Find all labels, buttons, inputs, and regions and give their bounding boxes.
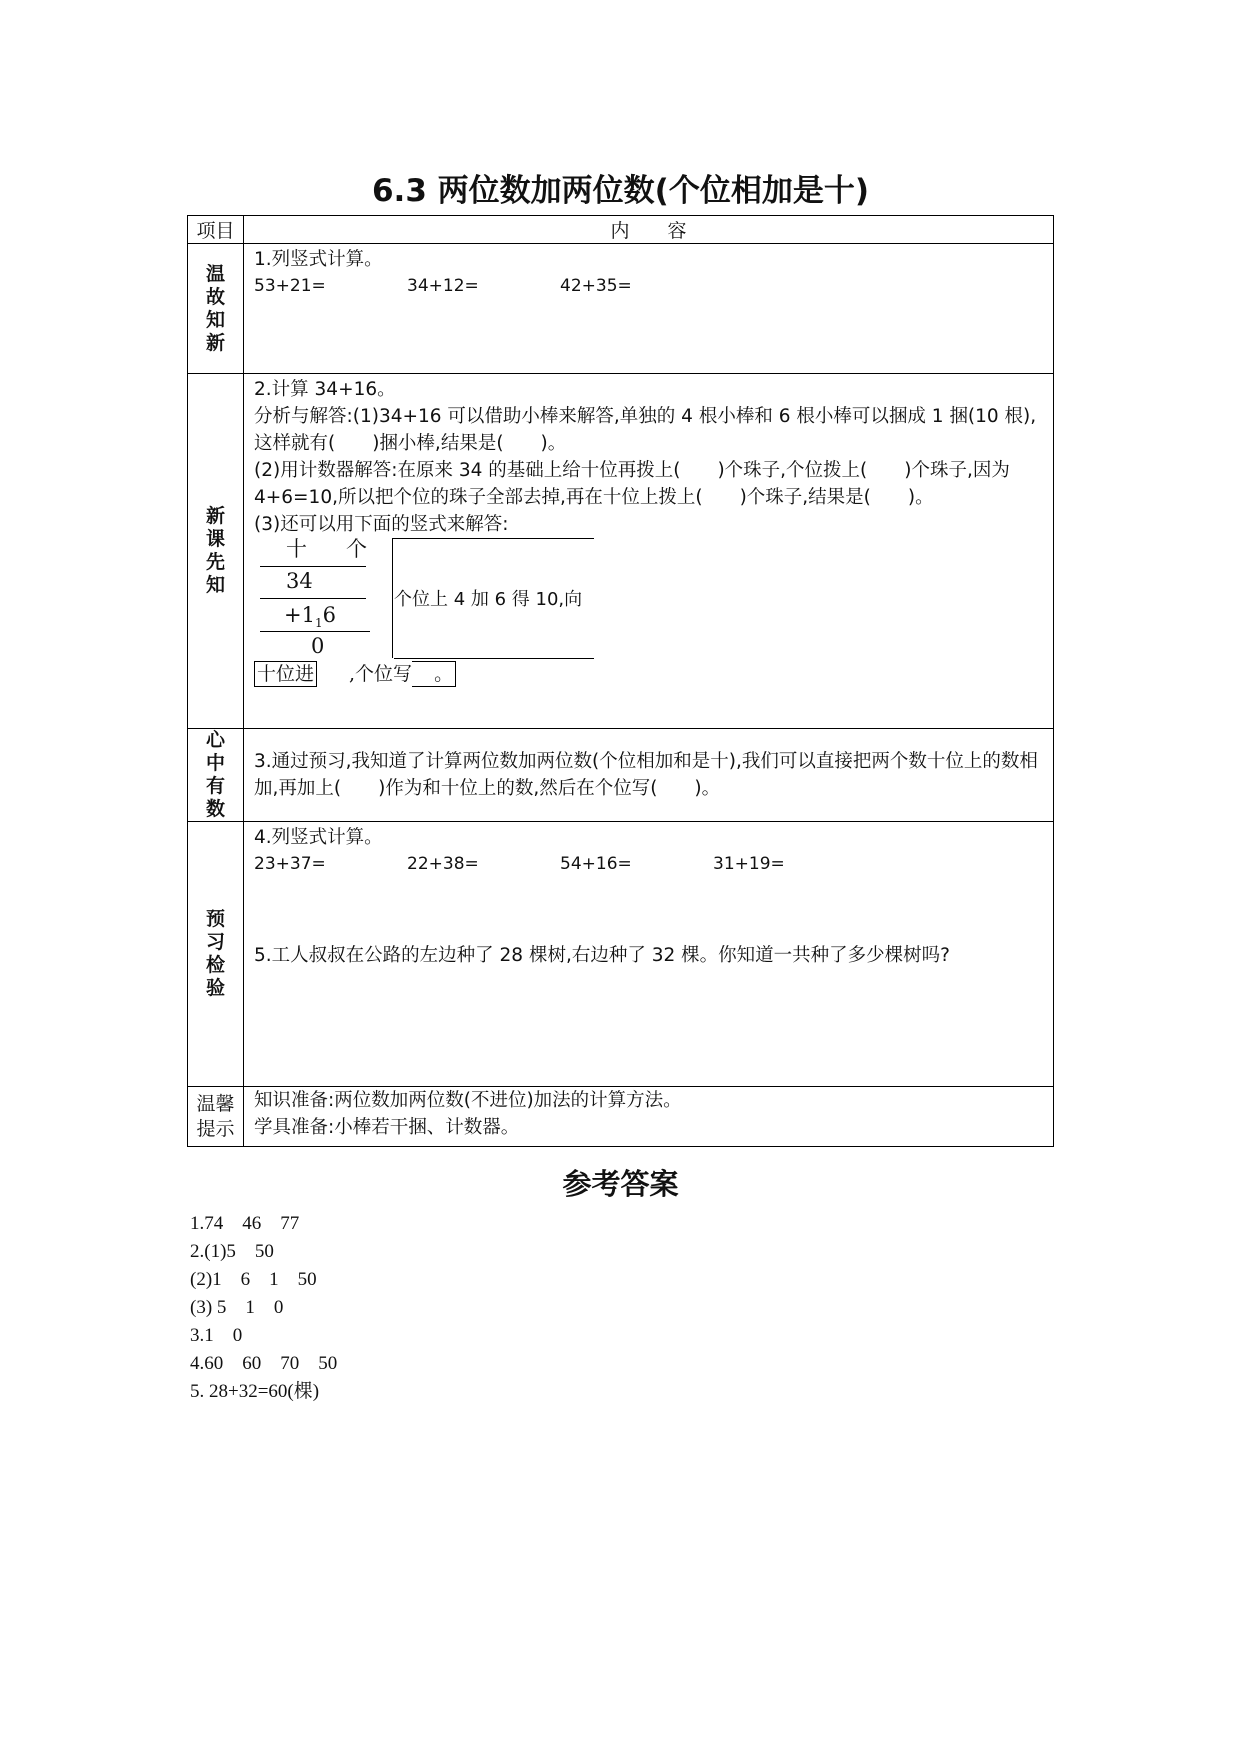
answer-line: 5. 28+32=60(棵)	[190, 1381, 320, 1402]
q4-items	[254, 851, 1043, 878]
section-label-review: 温 故 知 新	[188, 244, 244, 374]
section-summary	[188, 729, 1054, 822]
answer-line: 4.60 60 70 50	[190, 1353, 338, 1374]
q3-text: 3.通过预习,我知道了计算两位数加两位数(个位相加和是十),我们可以直接把两个数十位上的数相加,再加上( )作为和十位上的数,然后在个位写( )。	[254, 751, 1038, 799]
sum-result: 0	[311, 634, 325, 658]
header-content: 内 容	[244, 216, 1054, 244]
tip-knowledge: 知识准备:两位数加两位数(不进位)加法的计算方法。	[254, 1090, 682, 1111]
vertical-calculation	[254, 538, 1043, 688]
answer-line: (2)1 6 1 50	[190, 1269, 317, 1290]
section-check	[188, 822, 1054, 1087]
q4-title: 4.列竖式计算。	[254, 827, 383, 848]
callout-bottom	[394, 658, 594, 659]
addend-bottom: $+1_16$	[284, 603, 336, 631]
section-label-tips: 温馨 提示	[188, 1087, 244, 1147]
callout-bracket	[392, 538, 393, 658]
q2-part3: (3)还可以用下面的竖式来解答:	[254, 514, 509, 535]
sum-line	[260, 631, 370, 632]
answers-list	[190, 1210, 337, 1406]
answer-line: 1.74 46 77	[190, 1213, 300, 1234]
page-title: 6.3 两位数加两位数(个位相加是十)	[371, 173, 870, 209]
section-content-tips	[244, 1087, 1054, 1147]
section-label-check: 预 习 检 验	[188, 822, 244, 1087]
q2-title: 2.计算 34+16。	[254, 379, 396, 400]
q5-text: 5.工人叔叔在公路的左边种了 28 棵树,右边种了 32 棵。你知道一共种了多少棵树吗?	[254, 945, 950, 966]
answer-line: 2.(1)5 50	[190, 1241, 274, 1262]
callout-top	[392, 538, 594, 539]
q1-item: 42+35=	[560, 276, 632, 296]
q4-item: 23+37=	[254, 854, 326, 874]
section-label-new-lesson: 新 课 先 知	[188, 374, 244, 729]
section-new-lesson	[188, 374, 1054, 729]
q4-item: 31+19=	[713, 854, 785, 874]
q4-item: 54+16=	[560, 854, 632, 874]
section-content-review	[244, 244, 1054, 374]
section-content-check	[244, 822, 1054, 1087]
section-content-summary	[244, 729, 1054, 822]
q1-items	[254, 273, 1043, 300]
section-review	[188, 244, 1054, 374]
divider	[260, 598, 366, 599]
q1-item: 53+21=	[254, 276, 326, 296]
q2-part2: (2)用计数器解答:在原来 34 的基础上给十位再拨上( )个珠子,个位拨上( )个珠子,因为 4+6=10,所以把个位的珠子全部去掉,再在十位上拨上( )个珠子,结果是( )。	[254, 460, 1010, 508]
callout-note: 个位上 4 加 6 得 10,向	[394, 589, 583, 610]
q1-title: 1.列竖式计算。	[254, 249, 383, 270]
worksheet-table	[187, 215, 1054, 1147]
answers-title: 参考答案	[562, 1167, 679, 1201]
ones-heading: 个	[346, 537, 367, 561]
answer-line: (3) 5 1 0	[190, 1297, 284, 1318]
header-item: 项目	[188, 216, 244, 244]
q1-item: 34+12=	[407, 276, 479, 296]
section-tips	[188, 1087, 1054, 1147]
carry-explanation: 十位进 ,个位写 。	[254, 661, 456, 687]
carry-digit: 1	[314, 616, 323, 631]
tip-tools: 学具准备:小棒若干捆、计数器。	[254, 1117, 520, 1138]
answer-line: 3.1 0	[190, 1325, 243, 1346]
section-label-summary: 心 中 有 数	[188, 729, 244, 822]
table-header-row	[188, 216, 1054, 244]
section-content-new-lesson	[244, 374, 1054, 729]
divider	[260, 566, 366, 567]
q2-part1: 分析与解答:(1)34+16 可以借助小棒来解答,单独的 4 根小棒和 6 根小棒可以捆成 1 捆(10 根),这样就有( )捆小棒,结果是( )。	[254, 406, 1037, 454]
tens-heading: 十	[286, 537, 307, 561]
addend-top: 34	[286, 569, 313, 593]
q4-item: 22+38=	[407, 854, 479, 874]
